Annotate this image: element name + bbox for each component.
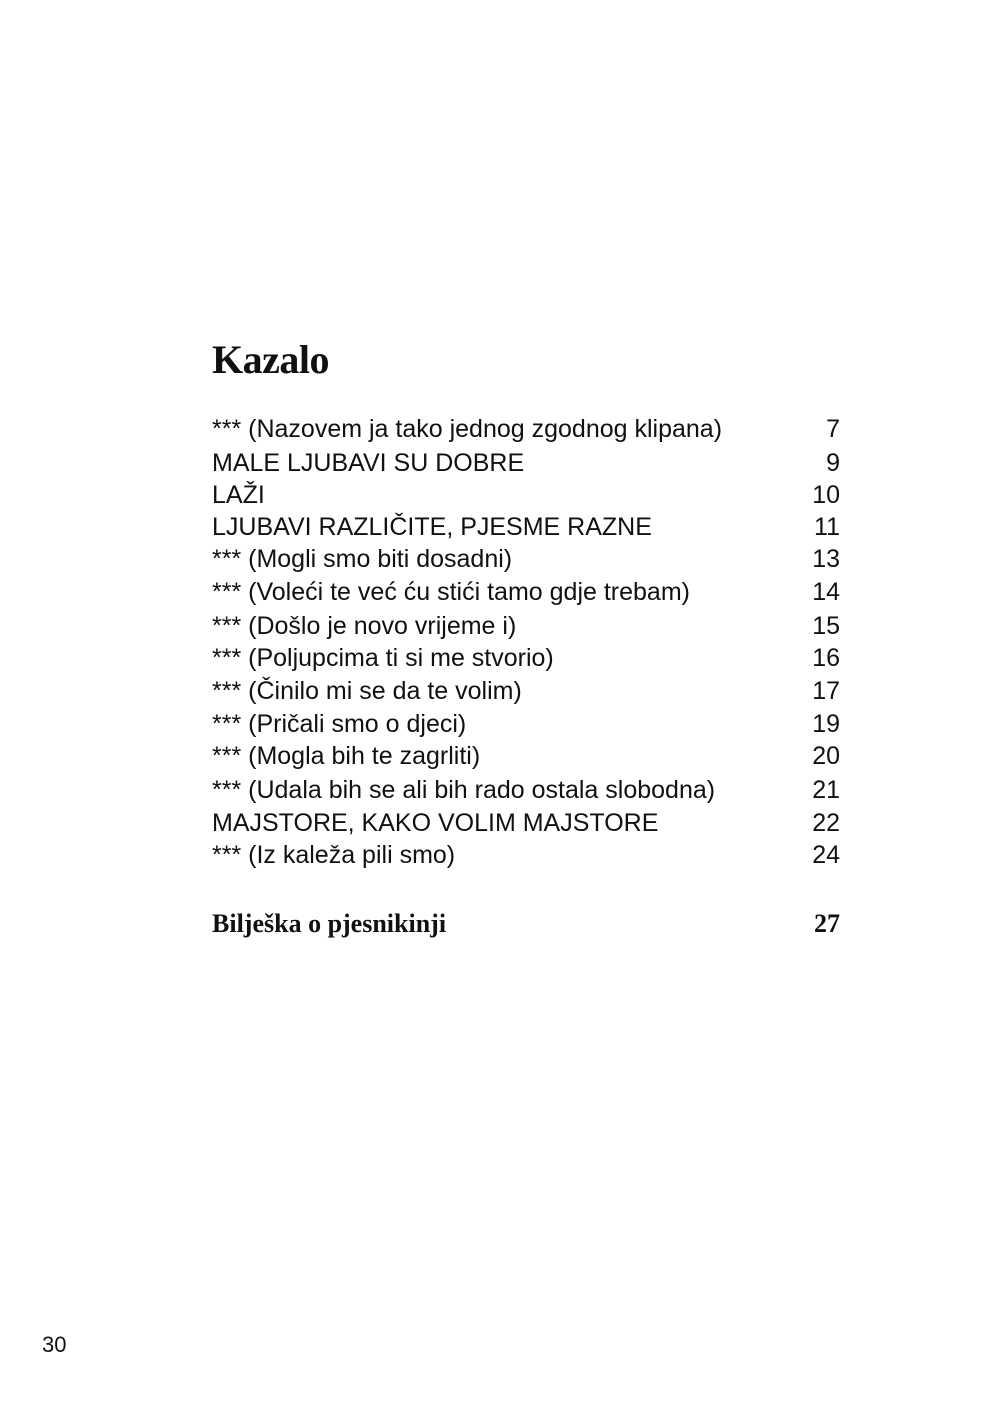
note-title: Bilješka o pjesnikinji [212,909,447,938]
toc-entry[interactable] [212,510,840,544]
toc-entry-page: 20 [812,742,840,770]
toc-entry-page: 13 [812,545,840,573]
toc-entry-page: 21 [812,776,840,804]
page-title: Kazalo [212,337,329,382]
toc-entry-title: *** (Mogla bih te zagrliti) [212,742,481,770]
toc-entry[interactable] [212,674,840,708]
toc-entry[interactable] [212,739,840,773]
toc-entry[interactable] [212,641,840,675]
toc-entry-page: 15 [812,612,840,640]
note-page: 27 [814,909,840,938]
toc-entry-title: MALE LJUBAVI SU DOBRE [212,449,525,477]
toc-entry-page: 14 [812,578,840,606]
toc-entry-page: 11 [814,513,840,541]
toc-entry-page: 19 [812,710,840,738]
toc-entry[interactable] [212,575,840,609]
toc-entry-title: LJUBAVI RAZLIČITE, PJESME RAZNE [212,513,652,541]
toc-entry-title: *** (Voleći te već ću stići tamo gdje trebam) [212,578,690,606]
toc-entry-page: 7 [826,415,840,443]
page-number: 30 [42,1332,67,1357]
toc-entry[interactable] [212,806,840,840]
toc-entry[interactable] [212,838,840,872]
toc-entry-title: *** (Došlo je novo vrijeme i) [212,612,517,640]
toc-entry-title: MAJSTORE, KAKO VOLIM MAJSTORE [212,809,659,837]
toc-entry-title: LAŽI [212,481,265,509]
toc-entry[interactable] [212,542,840,576]
toc-entry-title: *** (Poljupcima ti si me stvorio) [212,644,554,672]
toc-entry-title: *** (Činilo mi se da te volim) [212,677,522,705]
toc-entry-title: *** (Iz kaleža pili smo) [212,841,456,869]
toc-entry-page: 16 [812,644,840,672]
toc-entry-title: *** (Nazovem ja tako jednog zgodnog klipana) [212,415,723,443]
toc-entry[interactable] [212,446,840,480]
toc-entry[interactable] [212,773,840,807]
toc-entry[interactable] [212,707,840,741]
toc-entry-page: 9 [826,449,840,477]
toc-entry[interactable] [212,609,840,643]
toc-entry-title: *** (Pričali smo o djeci) [212,710,467,738]
toc-entry-page: 22 [812,809,840,837]
toc-entry-page: 24 [812,841,840,869]
toc-entry-page: 17 [812,677,840,705]
toc-entry[interactable] [212,412,840,446]
toc-note-entry[interactable] [212,906,840,942]
toc-entry-title: *** (Mogli smo biti dosadni) [212,545,513,573]
toc-entry-title: *** (Udala bih se ali bih rado ostala slobodna) [212,776,716,804]
toc-entry[interactable] [212,478,840,512]
toc-entry-page: 10 [812,481,840,509]
